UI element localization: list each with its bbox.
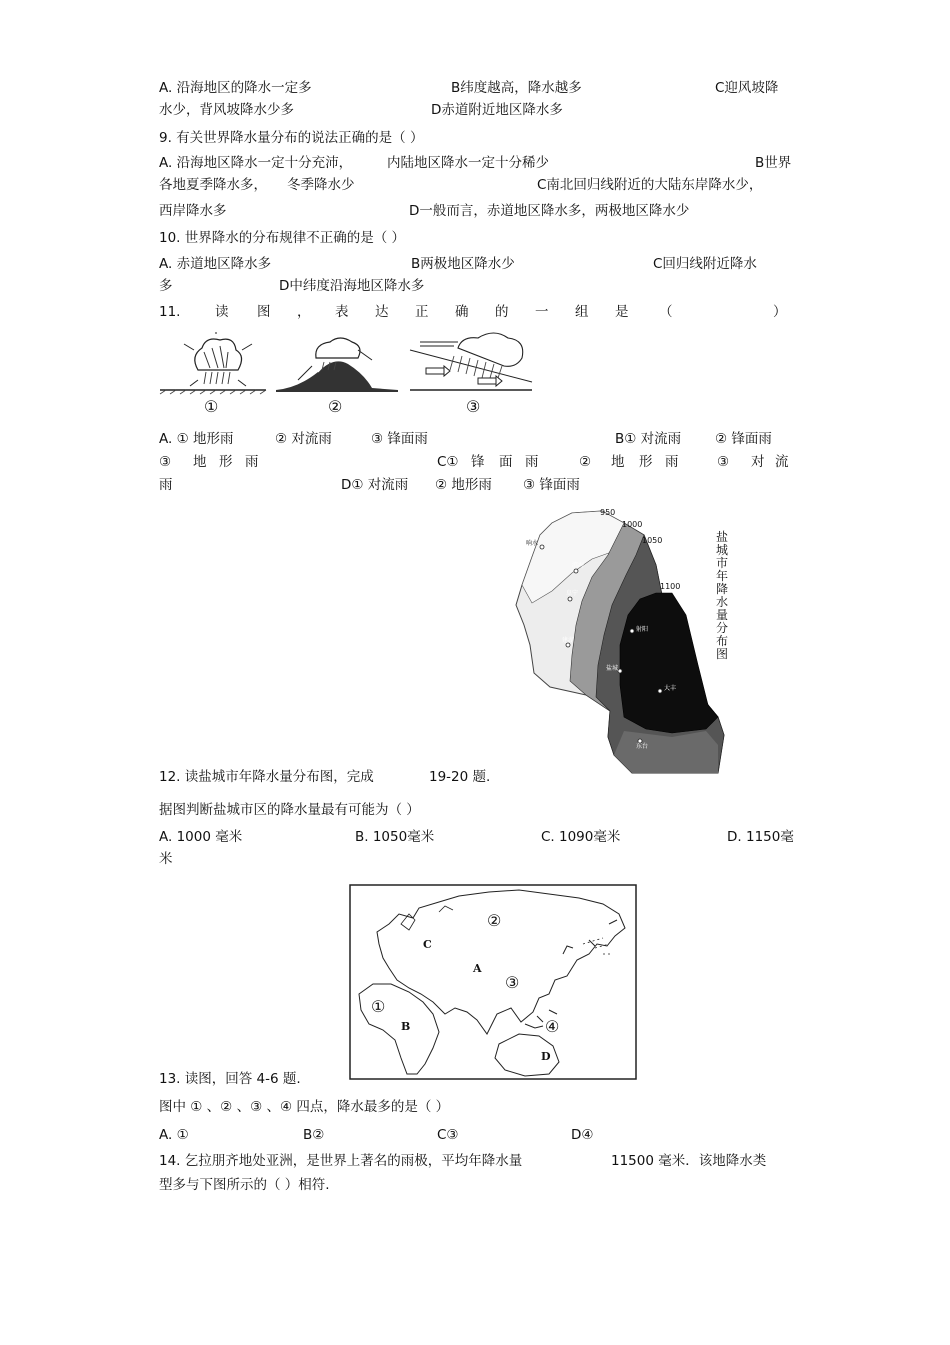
q9-option-c: C南北回归线附近的大陆东岸降水少， [537,177,763,193]
q11-char: ， [297,304,311,320]
yancheng-precipitation-map [512,505,734,777]
q13-option-d: D④ [571,1127,594,1143]
isoline-1100: 1100 [660,582,681,591]
q11-option-a-2: ② 对流雨 [275,431,332,447]
q11-char: 对 [751,454,765,470]
q13-option-b: B② [303,1127,325,1143]
q9-options-line2 [159,176,789,194]
q10-option-c: C回归线附近降水 [653,256,757,272]
q14-stem-part1: 14. 乞拉朋齐地处亚洲，是世界上著名的雨极，平均年降水量 [159,1153,523,1169]
city-label: 滨海 [572,562,585,569]
city-label: 盐城 [606,665,619,672]
rain-types-figure [158,330,538,420]
q14-stem-part2: 11500 毫米．该地降水类 [611,1153,767,1169]
q12-options-line1 [159,828,794,846]
q11-options-line3 [159,476,789,494]
q12-stem-part2: 19-20 题. [429,769,491,785]
q14-stem-line2: 型多与下图所示的（ ）相符. [159,1177,330,1193]
q12-option-d: D. 1150毫 [727,829,794,845]
q8-option-c: C迎风坡降 [715,80,779,96]
q9-option-d: D一般而言，赤道地区降水多，两极地区降水少 [409,203,690,219]
q11-number: 11. [159,304,181,320]
q10-option-c-cont: 多 [159,278,173,294]
isoline-1000: 1000 [622,520,643,529]
q11-char: 地 [611,454,625,470]
yancheng-map-svg [512,505,734,777]
q11-char: 一 [535,304,549,320]
q10-option-a: A. 赤道地区降水多 [159,256,272,272]
world-label-b: B [401,1020,411,1033]
q11-char: 雨 [525,454,539,470]
q8-options-line1 [159,79,789,97]
q8-option-d: D赤道附近地区降水多 [431,102,563,118]
city-label: 阜宁 [566,590,579,597]
q11-option-d-3: ③ 锋面雨 [523,477,580,493]
q11-option-b-2: ② 锋面雨 [715,431,772,447]
q11-option-b-3: ③ [159,454,172,470]
q11-options-line1 [159,430,789,448]
world-label-c: C [423,938,432,951]
q13-option-c: C③ [437,1127,459,1143]
q13-options [159,1126,789,1144]
q12-option-c: C. 1090毫米 [541,829,621,845]
frontal-rain-diagram [410,333,532,390]
world-label-4: ④ [545,1017,560,1036]
q11-option-b: B① 对流雨 [615,431,682,447]
q11-option-d: D① 对流雨 [341,477,409,493]
rain-label-1: ① [204,397,219,416]
rain-label-2: ② [328,397,343,416]
world-map [349,884,637,1080]
q11-char: ③ [717,454,730,470]
q11-char: 组 [575,304,589,320]
q11-char: 形 [219,454,233,470]
world-label-2: ② [487,911,502,930]
q8-options-line2 [159,101,789,119]
q11-char: 的 [495,304,509,320]
q11-option-a: A. ① 地形雨 [159,431,234,447]
q12-option-d-cont: 米 [159,851,173,867]
q9-options-line1 [159,154,792,172]
q13-question: 图中 ① 、② 、③ 、④ 四点，降水最多的是（ ） [159,1099,450,1115]
q11-option-d-2: ② 地形雨 [435,477,492,493]
q8-option-c-cont: 水少，背风坡降水少多 [159,102,294,118]
q9-option-a: A. 沿海地区降水一定十分充沛， [159,155,353,171]
world-label-3: ③ [505,973,520,992]
q13-option-a: A. ① [159,1127,189,1143]
q9-option-a-cont: 内陆地区降水一定十分稀少 [387,155,549,171]
q11-char: 达 [375,304,389,320]
q11-char: 正 [415,304,429,320]
q12-option-a: A. 1000 毫米 [159,829,243,845]
rain-label-3: ③ [466,397,481,416]
q11-char: 雨 [665,454,679,470]
q14-stem-line1 [159,1152,789,1170]
q11-char: 地 [193,454,207,470]
q11-char: ② [579,454,592,470]
convective-rain-diagram [160,332,266,394]
q9-option-c-cont: 西岸降水多 [159,203,227,219]
q11-char: 表 [335,304,349,320]
q9-option-b: B世界 [755,155,792,171]
q9-option-b-cont: 各地夏季降水多， [159,177,267,193]
yancheng-map-title: 盐城市年降水量分布图 [716,530,729,661]
city-label: 大丰 [664,685,677,692]
q9-option-b-cont2: 冬季降水少 [287,177,355,193]
city-label: 响水 [526,540,539,547]
q9-stem: 9. 有关世界降水量分布的说法正确的是（ ） [159,130,424,146]
q9-options-line3 [159,202,789,220]
q11-char: 形 [639,454,653,470]
world-label-1: ① [371,997,386,1016]
q10-options-line2 [159,277,789,295]
q11-char: 面 [499,454,513,470]
q12-question: 据图判断盐城市区的降水量最有可能为（ ） [159,802,420,818]
city-label: 东台 [636,743,649,750]
q11-char: 流 [775,454,789,470]
isoline-950: 950 [600,508,616,517]
q11-options-line2 [159,453,789,471]
orographic-rain-diagram [276,338,398,392]
q11-char: 锋 [471,454,485,470]
q10-option-d: D中纬度沿海地区降水多 [279,278,425,294]
q11-char: 图 [257,304,271,320]
q11-char: 是 [615,304,629,320]
q11-option-c: C① [437,454,459,470]
q8-option-a: A. 沿海地区的降水一定多 [159,80,312,96]
q10-stem: 10. 世界降水的分布规律不正确的是（ ） [159,230,406,246]
isoline-1050: 1050 [642,536,663,545]
q11-stem [159,303,789,321]
q12-stem [159,768,789,786]
q13-stem: 13. 读图，回答 4-6 题. [159,1071,301,1087]
q11-char: 确 [455,304,469,320]
q10-option-b: B两极地区降水少 [411,256,515,272]
q11-char: 雨 [245,454,259,470]
city-label: 建湖 [562,637,575,644]
q11-paren-close: ） [773,304,787,320]
q11-option-a-3: ③ 锋面雨 [371,431,428,447]
q11-char: 读 [215,304,229,320]
q11-paren-open: （ [659,304,673,320]
world-label-d: D [541,1050,551,1063]
world-label-a: A [473,962,482,975]
q12-stem-part1: 12. 读盐城市年降水量分布图，完成 [159,769,374,785]
q10-options-line1 [159,255,789,273]
q8-option-b: B纬度越高，降水越多 [451,80,582,96]
q11-char: 雨 [159,477,173,493]
city-label: 射阳 [636,626,649,633]
q12-option-b: B. 1050毫米 [355,829,435,845]
